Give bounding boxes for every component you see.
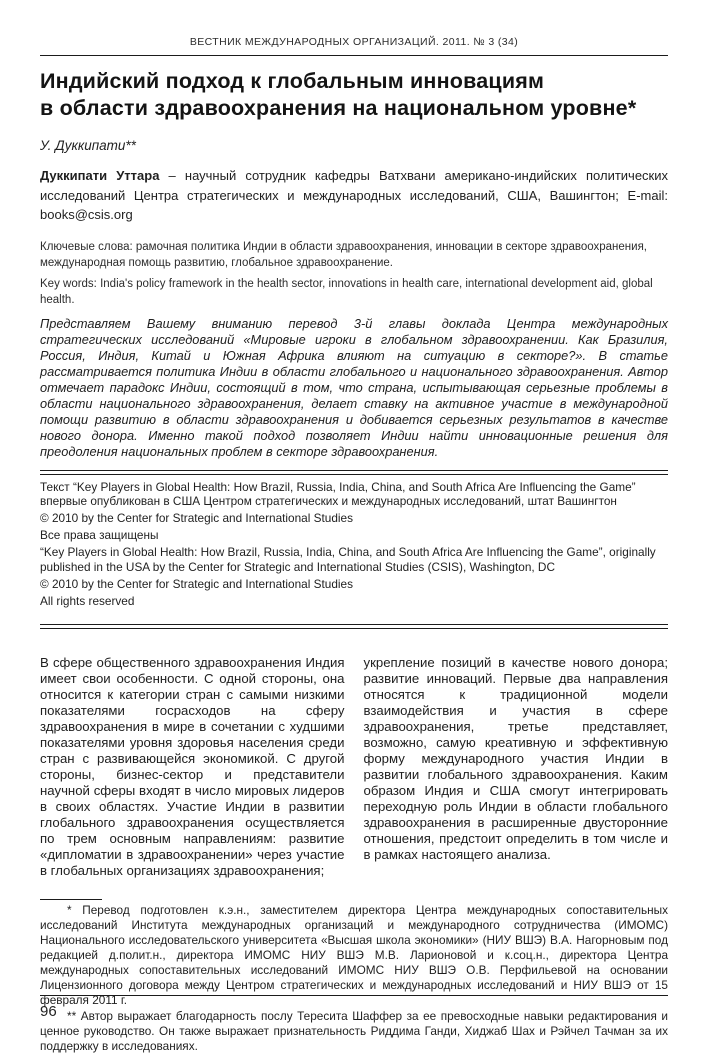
- author-bio: [40, 166, 668, 225]
- footnote-translation-credit: * Перевод подготовлен к.э.н., заместителем директора Центра международных сопоставительных исследований Института международных организаций и международного сотрудничества (ИМОМС) Национального исследовательского университета «Высшая школа экономики» (НИУ ВШЭ) В.А. Нагорновым под редакцией д.полит.н., директора ИМОМС НИУ ВШЭ М.В. Ларионовой и к.соц.н., директора Центра международных сопоставительных исследований ИМОМС НИУ ВШЭ О.В. Перфильевой на основании Лицензионного договора между Центром стратегических и международных исследований и НИУ ВШЭ от 15 февраля 2011 г.: [40, 903, 668, 1008]
- copyright-line-ru-rights: Все права защищены: [40, 528, 159, 543]
- article-title-line-2: в области здравоохранения на национальном уровне*: [40, 96, 637, 120]
- author-name: У. Дуккипати**: [40, 138, 136, 153]
- keywords-en: Key words: India's policy framework in the health sector, innovations in health care, international development aid, global health.: [40, 277, 653, 306]
- keywords-ru: Ключевые слова: рамочная политика Индии в области здравоохранения, инновации в секторе здравоохранения, международная помощь развитию, глобальное здравоохранение.: [40, 240, 647, 269]
- article-title-line-1: Индийский подход к глобальным инновациям: [40, 69, 545, 93]
- body-columns: [40, 655, 668, 879]
- footnote-divider: [40, 899, 102, 900]
- footer-divider: [40, 995, 668, 996]
- copyright-block: [40, 475, 668, 615]
- copyright-line-ru-notice: © 2010 by the Center for Strategic and International Studies: [40, 510, 353, 525]
- abstract: Представляем Вашему вниманию перевод 3-й главы доклада Центра международных стратегических исследований «Мировые игроки в глобальном здравоохранении. Как Бразилия, Россия, Индия, Китай и Южная Африка влияют на ситуацию в секторе?». В статье рассматривается политика Индии в области глобального и национального здравоохранения. Автор отмечает парадокс Индии, состоящий в том, что страна, испытывающая серьезные проблемы в области национального здравоохранения, делает ставку на активное участие в международной помощи развитию в области здравоохранения и добивается серьезных результатов в качестве нового донора. Именно такой подход позволяет Индии найти инновационные решения для преодоления национальных проблем в секторе здравоохранения.: [40, 315, 668, 459]
- copyright-divider-bottom: [40, 624, 668, 629]
- footnotes: [40, 903, 668, 1054]
- author-bio-name: Дуккипати Уттара: [40, 168, 160, 183]
- copyright-line-en-publication: “Key Players in Global Health: How Brazil, Russia, India, China, and South Africa Are Influencing the Game”, originally published in the USA by the Center for Strategic and International Studies (CSIS), Washington, DC: [40, 545, 656, 574]
- footnote-acknowledgment: ** Автор выражает благодарность послу Тересита Шаффер за ее превосходные навыки редактирования и ценное руководство. Он также выражает признательность Риддима Ганди, Хиджаб Шах и Рэйчел Тачман за их поддержку в исследованиях.: [40, 1009, 668, 1054]
- copyright-line-ru-publication: Текст “Key Players in Global Health: How Brazil, Russia, India, China, and South Africa Are Influencing the Game” впервые опубликован в США Центром стратегических и международных исследований, штат Вашингтон: [40, 479, 636, 508]
- page-footer: [40, 995, 668, 1020]
- copyright-line-en-rights: All rights reserved: [40, 593, 135, 608]
- page-number: 96: [40, 1003, 57, 1020]
- article-title: [40, 68, 668, 122]
- body-column-left: В сфере общественного здравоохранения Индия имеет свои особенности. С одной стороны, она относится к категории стран с самыми низкими показателями госрасходов на сферу здравоохранения в мире в сочетании с худшими показателями уровня здоровья населения среди стран с развивающейся экономикой. С другой стороны, бизнес-сектор и представители научной сферы входят в число мировых лидеров в своих областях. Участие Индии в развитии глобального здравоохранения осуществляется по трем основным направлениям: развитие «дипломатии в здравоохранении» через участие в глобальных организациях здравоохранения;: [40, 655, 345, 879]
- copyright-line-en-notice: © 2010 by the Center for Strategic and International Studies: [40, 576, 353, 591]
- author-bio-text: – научный сотрудник кафедры Ватхвани американо-индийских политических исследований Центра стратегических и международных исследований, США, Вашингтон; E-mail: books@csis.org: [40, 168, 668, 222]
- running-head: ВЕСТНИК МЕЖДУНАРОДНЫХ ОРГАНИЗАЦИЙ. 2011. № 3 (34): [189, 36, 519, 48]
- body-column-right: укрепление позиций в качестве нового донора; развитие инноваций. Первые два направления относятся к традиционной модели взаимодействия и участия в сфере здравоохранения, третье представляет, возможно, самую креативную и эффективную форму международного участия Индии в развитии глобального здравоохранения. Каким образом Индия и США смогут интегрировать переходную роль Индии в области глобального здравоохранения в расширенные двусторонние отношения, предстоит определить в том числе и в рамках настоящего анализа.: [363, 655, 668, 863]
- header-divider: [40, 55, 668, 56]
